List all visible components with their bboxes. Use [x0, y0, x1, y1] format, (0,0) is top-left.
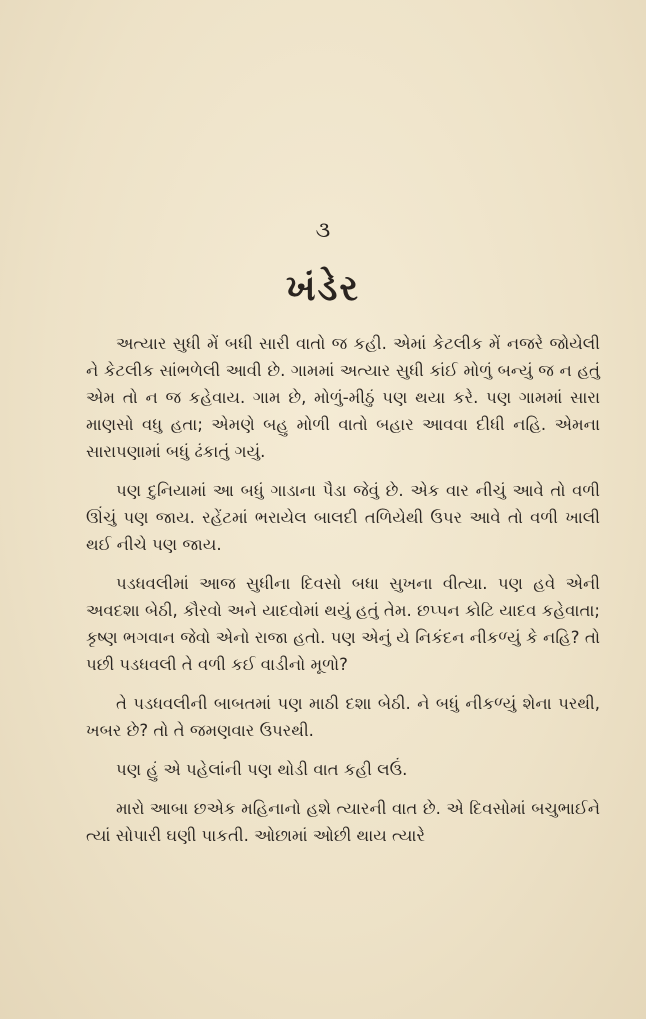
body-text: [86, 330, 600, 861]
paragraph-3: પડધવલીમાં આજ સુધીના દિવસો બધા સુખના વીત્યા. પણ હવે એની અવદશા બેઠી, કૌરવો અને યાદવોમાં થયું હતું તેમ. છપ્પન કોટિ યાદવ કહેવાતા; કૃષ્ણ ભગવાન જેવો એનો રાજા હતો. પણ એનું યે નિકંદન નીકળ્યું કે નહિ? તો પછી પડધવલી તે વળી કઈ વાડીનો મૂળો?: [86, 574, 600, 674]
chapter-number: ૩: [315, 218, 331, 243]
chapter-title: ખંડેર: [286, 268, 360, 309]
paragraph-5: પણ હું એ પહેલાંની પણ થોડી વાત કહી લઉં.: [116, 760, 408, 779]
paragraph-4: તે પડધવલીની બાબતમાં પણ માઠી દશા બેઠી. ને બધું નીકળ્યું શેના પરથી, ખબર છે? તો તે જમણવાર ઉપરથી.: [86, 694, 600, 740]
paragraph-2: પણ દુનિયામાં આ બધું ગાડાના પૈડા જેવું છે. એક વાર નીચું આવે તો વળી ઊંચું પણ જાય. રહેંટમાં ભરાયેલ બાલદી તળિયેથી ઉપર આવે તો વળી ખાલી થઈ નીચે પણ જાય.: [86, 481, 600, 554]
paragraph-1: અત્યાર સુધી મેં બધી સારી વાતો જ કહી. એમાં કેટલીક મેં નજરે જોયેલી ને કેટલીક સાંભળેલી આવી છે. ગામમાં અત્યાર સુધી કાંઈ મોળું બન્યું જ ન હતું એમ તો ન જ કહેવાય. ગામ છે, મોળું-મીઠું પણ થયા કરે. પણ ગામમાં સારા માણસો વધુ હતા; એમણે બહુ મોળી વાતો બહાર આવવા દીધી નહિ. એમના સારાપણામાં બધું ઢંકાતું ગયું.: [86, 334, 600, 461]
paragraph-6: મારો આબા છએક મહિનાનો હશે ત્યારની વાત છે. એ દિવસોમાં બચુભાઈને ત્યાં સોપારી ઘણી પાકતી. ઓછામાં ઓછી થાય ત્યારે: [86, 799, 600, 845]
